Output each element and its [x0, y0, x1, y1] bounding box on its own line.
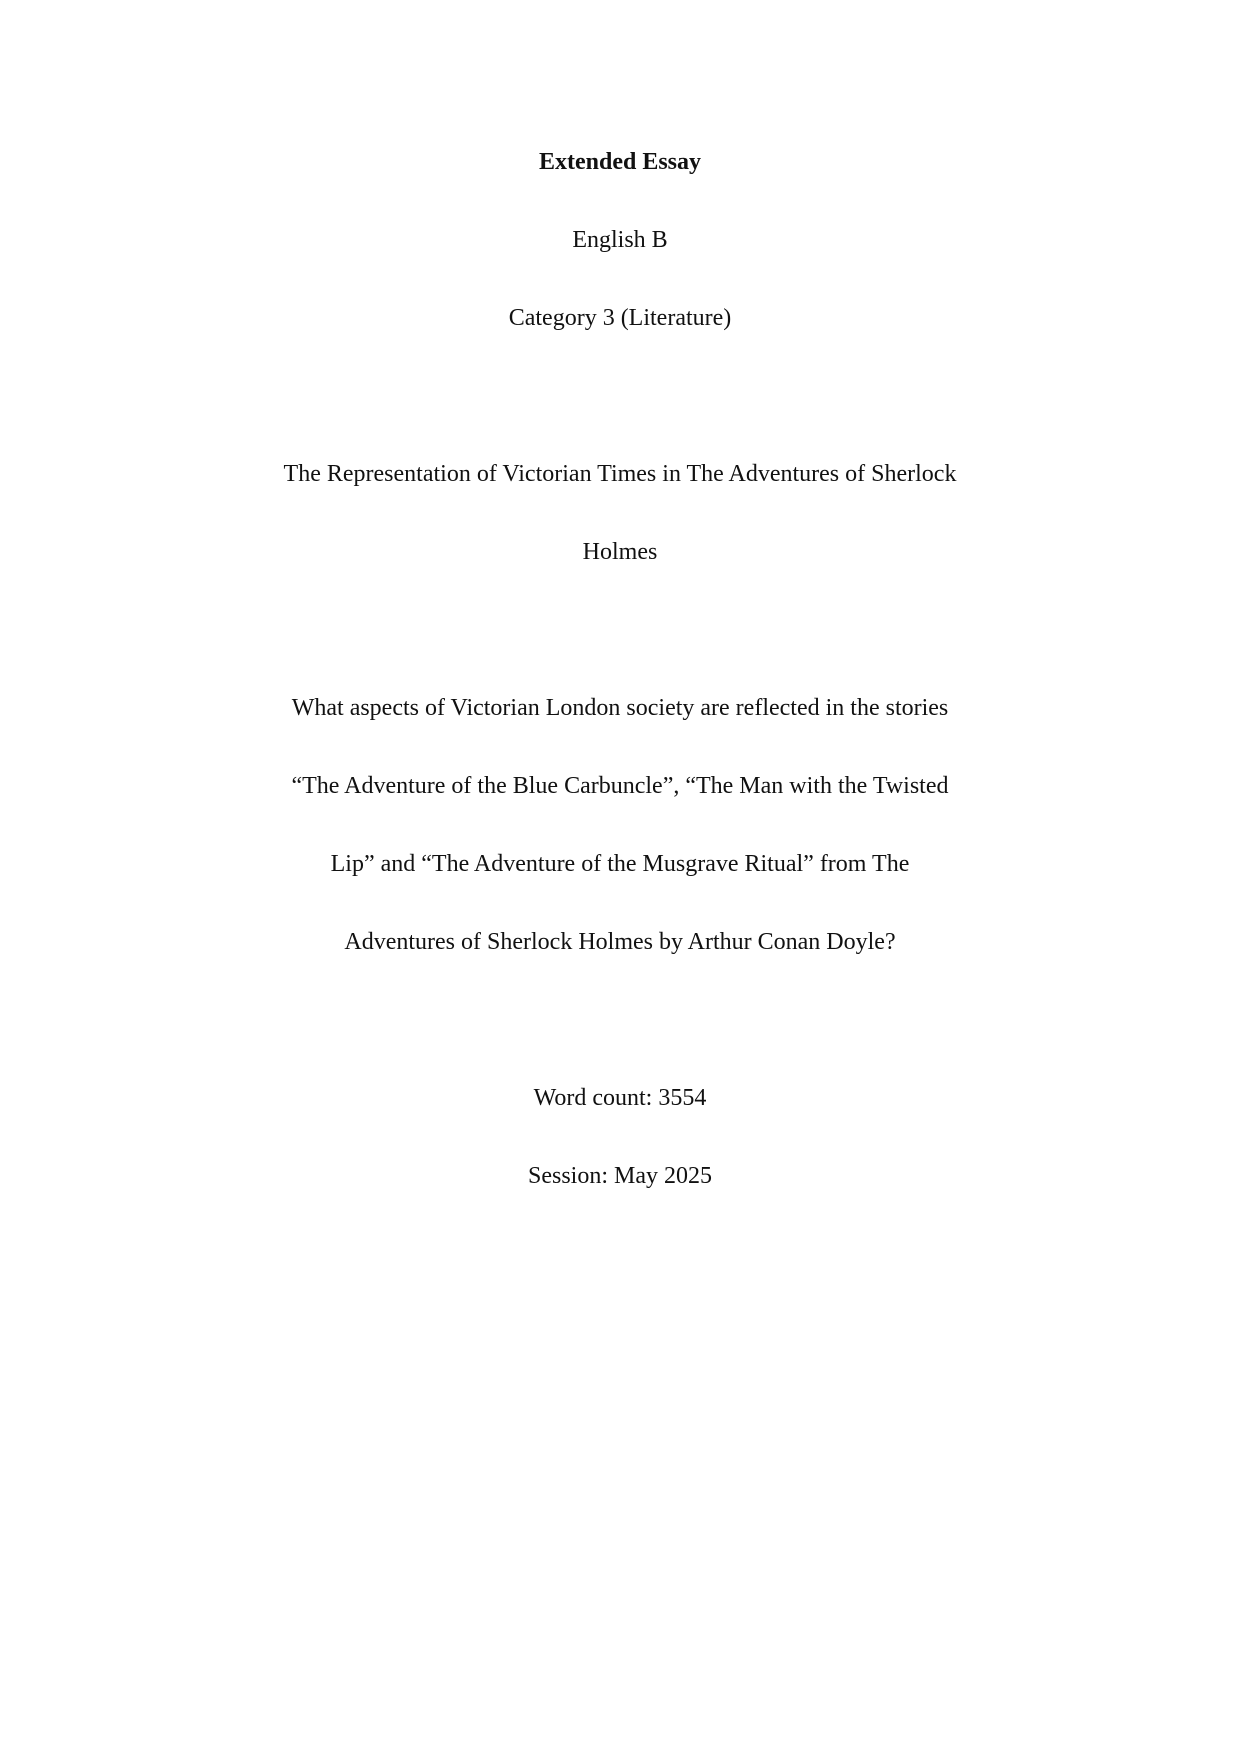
research-question-line-4: Adventures of Sherlock Holmes by Arthur Conan Doyle? [344, 929, 896, 955]
essay-title-line-1: The Representation of Victorian Times in The Adventures of Sherlock [283, 461, 957, 487]
research-question-line-2: “The Adventure of the Blue Carbuncle”, “The Man with the Twisted [291, 773, 949, 799]
session-line: Session: May 2025 [527, 1163, 712, 1189]
subject-line: English B [572, 227, 668, 253]
research-question-line-1: What aspects of Victorian London society are reflected in the stories [291, 695, 949, 721]
essay-heading: Extended Essay [538, 149, 702, 175]
research-question-line-3: Lip” and “The Adventure of the Musgrave Ritual” from The [330, 851, 910, 877]
essay-title-line-2: Holmes [582, 539, 658, 565]
category-line: Category 3 (Literature) [508, 305, 732, 331]
word-count: Word count: 3554 [533, 1085, 707, 1111]
